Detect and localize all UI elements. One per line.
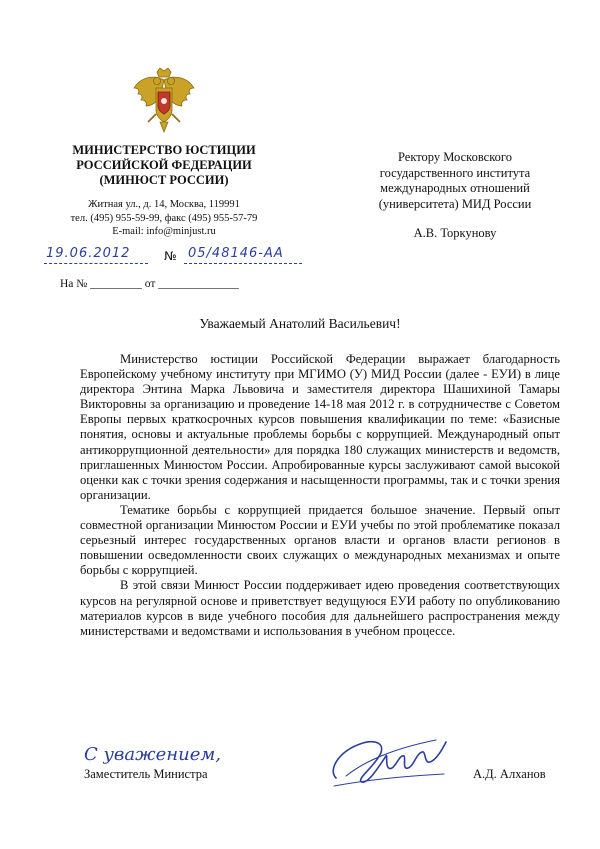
registration-number: 05/48146-АА xyxy=(188,246,284,261)
number-sign: № xyxy=(164,249,177,263)
ministry-line-2: РОССИЙСКОЙ ФЕДЕРАЦИИ xyxy=(76,158,252,172)
handwritten-closing xyxy=(82,738,252,770)
salutation: Уважаемый Анатолий Васильевич! xyxy=(199,316,401,331)
body-paragraph-2: Тематике борьбы с коррупцией придается большое значение. Первый опыт совместной организации Минюстом России и ЕУИ учебы по этой проблематике показал серьезный интерес государственных органов власти и органов власти регионов в повышении осведомленности своих служащих о международных механизмах и опыте борьбы с коррупцией. xyxy=(80,502,560,578)
signature-icon xyxy=(326,730,456,792)
date-underline xyxy=(44,263,148,264)
recipient-name: А.В. Торкунову xyxy=(413,226,497,240)
recipient-line-1: Ректору Московского xyxy=(398,150,512,164)
ministry-line-1: МИНИСТЕРСТВО ЮСТИЦИИ xyxy=(72,143,256,157)
signer-title: Заместитель Министра xyxy=(84,767,208,781)
letter-body xyxy=(80,352,560,639)
recipient-block xyxy=(340,150,570,242)
number-underline xyxy=(184,263,302,264)
body-paragraph-3: В этой связи Минюст России поддерживает идею проведения соответствующих курсов на регулярной основе и приветствует ведущуюся ЕУИ работу по опубликованию материалов курсов в виде учебного пособия для дальнейшего распространения между министерствами и ведомствами и использования в учебном процессе. xyxy=(80,578,560,638)
ministry-line-3: (МИНЮСТ РОССИИ) xyxy=(99,173,229,187)
coat-of-arms-icon xyxy=(130,66,198,138)
address-phone: тел. (495) 955-59-99, факс (495) 955-57-79 xyxy=(70,212,258,224)
recipient-line-2: государственного института xyxy=(379,165,531,180)
registration-stamp xyxy=(44,246,304,268)
body-paragraph-1: Министерство юстиции Российской Федерации выражает благодарность Европейскому учебному институту при МГИМО (У) МИД России (далее - ЕУИ) в лице директора Энтина Марка Львовича и заместителя директора Шашихиной Тамары Викторовны за организацию и проведение 14-18 мая 2012 г. в сотрудничестве с Советом Европы первых краткосрочных курсов повышения квалификации по теме: «Базисные понятия, основы и актуальные проблемы борьбы с коррупцией. Международный опыт антикоррупционной деятельности» для порядка 180 служащих министерств и ведомств, приглашенных Минюстом России. Апробированные курсы заслуживают самой высокой оценки как с точки зрения содержания и насыщенности программы, так и с точки зрения организации. xyxy=(80,352,560,502)
signer-name: А.Д. Алханов xyxy=(473,767,546,781)
registration-date: 19.06.2012 xyxy=(46,246,131,261)
handwritten-closing-text: С уважением, xyxy=(84,744,222,765)
ministry-name xyxy=(56,143,272,188)
reference-line: На № _________ от ______________ xyxy=(60,278,239,290)
recipient-line-4: (университета) МИД России xyxy=(378,196,532,211)
ministry-address xyxy=(56,198,272,239)
address-email: E-mail: info@minjust.ru xyxy=(112,226,216,237)
recipient-line-3: международных отношений xyxy=(380,181,530,195)
address-street: Житная ул., д. 14, Москва, 119991 xyxy=(88,199,240,210)
